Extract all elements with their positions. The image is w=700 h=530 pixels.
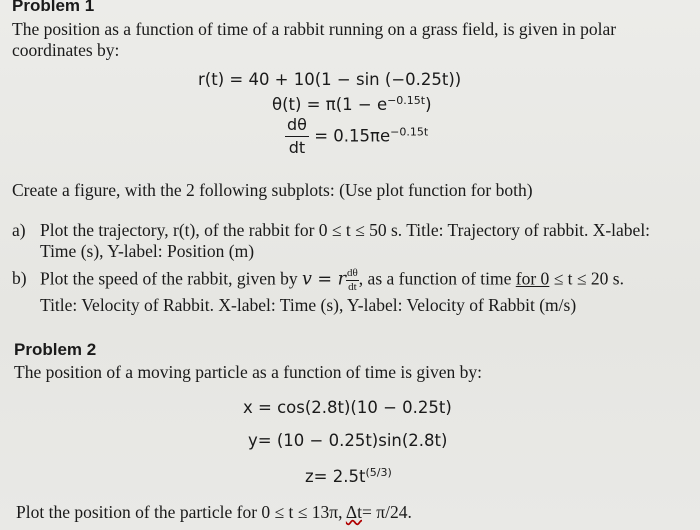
item-b-marker: b) <box>12 268 27 288</box>
equation-z: $z= 2.5t^{(5/3)}$ <box>305 466 392 486</box>
problem1-intro-line2: coordinates by: <box>12 40 120 60</box>
problem1-heading: Problem 1 <box>12 0 95 15</box>
equation-y: y= (10 − 0.25t)sin(2.8t) <box>248 431 448 450</box>
speed-fraction: $\frac{d\theta}{dt}$ <box>347 267 358 293</box>
equation-r: r(t) = 40 + 10(1 − sin (−0.25t)) <box>198 70 462 89</box>
problem2-heading: Problem 2 <box>14 340 97 359</box>
item-b-line1: Plot the speed of the rabbit, given by v = r $\frac{d\theta}{dt}$ , as a function of time for 0 ≤ t ≤ 20 s. <box>40 267 624 293</box>
item-a-marker: a) <box>12 220 26 240</box>
equation-dtheta-dt: $\frac{d\theta}{dt}$ = $0.15\pi e^{-0.15t}$ <box>287 115 429 158</box>
equation-x: x = cos(2.8t)(10 − 0.25t) <box>243 398 452 417</box>
dtheta-fraction: $\frac{d\theta}{dt}$ <box>287 115 307 158</box>
item-b-line2: Title: Velocity of Rabbit. X-label: Time (s), Y-label: Velocity of Rabbit (m/s) <box>40 295 577 315</box>
item-a-line1: Plot the trajectory, r(t), of the rabbit for 0 ≤ t ≤ 50 s. Title: Trajectory of rabbit. X-label: <box>40 220 651 240</box>
item-a-line2: Time (s), Y-label: Position (m) <box>40 241 255 261</box>
equation-theta: $\theta(t) = \pi(1 - e^{-0.15t})$ <box>272 94 432 114</box>
problem1-intro-line1: The position as a function of time of a rabbit running on a grass field, is given in polar <box>12 19 617 39</box>
create-figure-instruction: Create a figure, with the 2 following subplots: (Use plot function for both) <box>12 180 533 200</box>
problem2-intro: The position of a moving particle as a function of time is given by: <box>14 362 483 382</box>
problem2-final-instruction: Plot the position of the particle for 0 ≤ t ≤ 13π, Δt= π/24. <box>16 502 412 522</box>
